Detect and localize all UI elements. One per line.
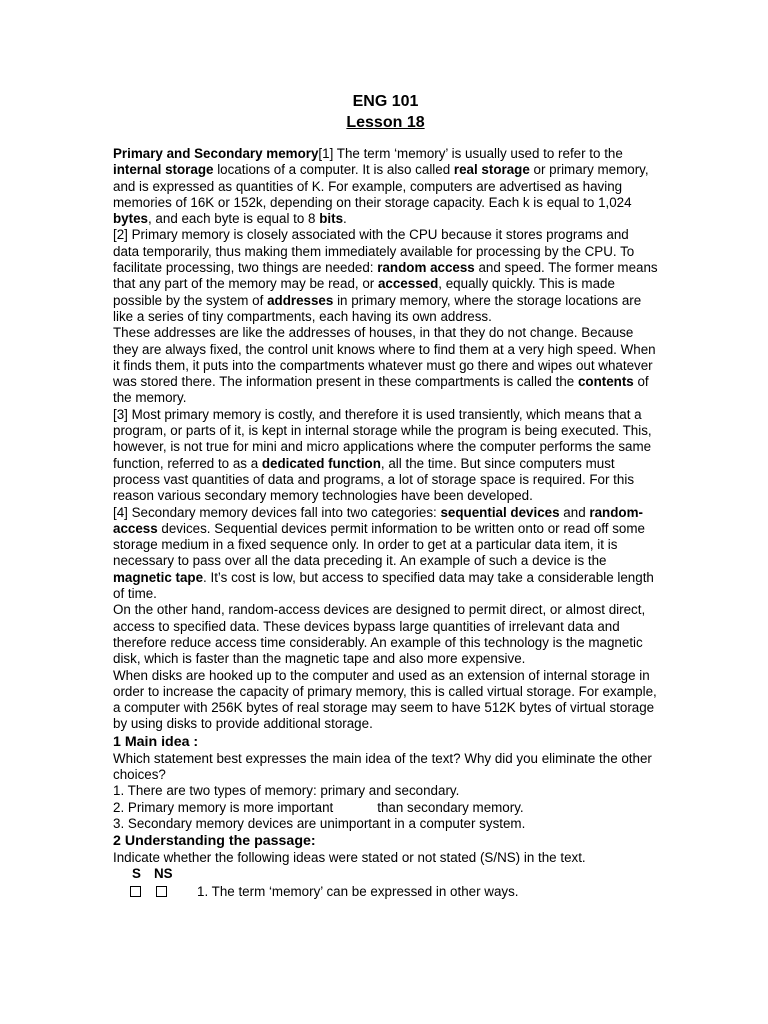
paragraph-5: [4] Secondary memory devices fall into two categories: sequential devices and random-access devices. Sequential devices permit information to be written onto or read off some storage medium in a fixed sequence only. In order to get at a particular data item, it is necessary to pass over all the data preceding it. An example of such a device is the magnetic tape. It’s cost is low, but access to specified data may take a considerable length of time.: [113, 504, 654, 602]
paragraph-3: These addresses are like the addresses of houses, in that they do not change. Because they are always fixed, the control unit knows where to find them at a very high speed. When it finds them, it puts into the compartments whatever must go there and wipes out whatever was stored there. The information present in these compartments is called the contents of the memory.: [113, 325, 656, 406]
not-stated-checkbox[interactable]: [156, 886, 167, 897]
paragraph-title: Primary and Secondary memory: [113, 146, 319, 161]
title-block: [113, 92, 658, 134]
main-idea-option-2: 2. Primary memory is more important than secondary memory.: [113, 799, 524, 815]
paragraph-7: When disks are hooked up to the computer and used as an extension of internal storage in order to increase the capacity of primary memory, this is called virtual storage. For example, a computer with 256K bytes of real storage may seem to have 512K bytes of virtual storage by using disks to provide additional storage.: [113, 667, 657, 732]
column-header-s: S: [132, 866, 141, 882]
paragraph-4: [3] Most primary memory is costly, and therefore it is used transiently, which means that a program, or parts of it, is kept in internal storage while the program is being executed. This, however, is not true for mini and micro applications where the computer performs the same function, referred to as a dedicated function, all the time. But since computers must process vast quantities of data and programs, a lot of storage space is required. For this reason various secondary memory technologies have been developed.: [113, 406, 652, 504]
sns-item-text: 1. The term ‘memory’ can be expressed in other ways.: [197, 883, 519, 899]
paragraph-1: Primary and Secondary memory[1] The term ‘memory’ is usually used to refer to the internal storage locations of a computer. It is also called real storage or primary memory, and is expressed as quantities of K. For example, computers are advertised as having memories of 16K or 152k, depending on their storage capacity. Each k is equal to 1,024 bytes, and each byte is equal to 8 bits.: [113, 146, 649, 227]
paragraph-6: On the other hand, random-access devices are designed to permit direct, or almost direct, access to specified data. These devices bypass large quantities of irrelevant data and therefore reduce access time considerably. An example of this technology is the magnetic disk, which is faster than the magnetic tape and also more expensive.: [113, 602, 646, 667]
main-idea-question: Which statement best expresses the main idea of the text? Why did you eliminate the other choices?: [113, 750, 652, 782]
column-header-ns: NS: [154, 866, 173, 882]
section-heading-understanding: 2 Understanding the passage:: [113, 833, 316, 850]
main-idea-option-3: 3. Secondary memory devices are unimportant in a computer system.: [113, 815, 526, 831]
stated-checkbox[interactable]: [130, 886, 141, 897]
course-code: ENG 101: [352, 93, 419, 110]
sns-item-row: [130, 883, 658, 900]
document-page: [113, 92, 658, 900]
main-idea-option-1: 1. There are two types of memory: primary and secondary.: [113, 783, 460, 799]
sns-column-headers: [132, 866, 658, 882]
section-heading-main-idea: 1 Main idea :: [113, 733, 199, 750]
understanding-instruction: Indicate whether the following ideas were stated or not stated (S/NS) in the text.: [113, 850, 586, 866]
lesson-title: Lesson 18: [346, 114, 425, 131]
paragraph-2: [2] Primary memory is closely associated with the CPU because it stores programs and data temporarily, thus making them immediately available for processing by the CPU. To facilitate processing, two things are needed: random access and speed. The former means that any part of the memory may be read, or accessed, equally quickly. This is made possible by the system of addresses in primary memory, where the storage locations are like a series of tiny compartments, each having its own address.: [113, 227, 658, 324]
